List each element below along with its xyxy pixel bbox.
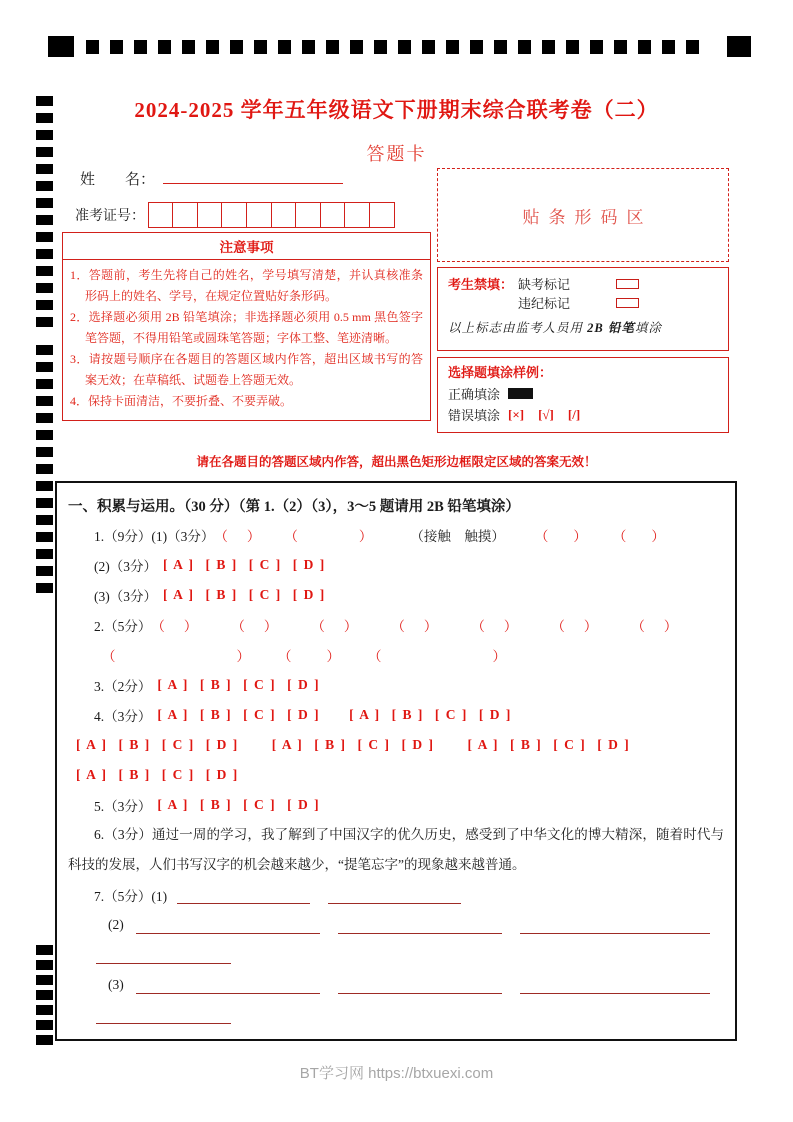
timing-mark: [36, 130, 53, 140]
timing-mark: [36, 447, 53, 457]
answer-blank-line[interactable]: [338, 916, 502, 934]
choice-group: [163, 587, 337, 603]
choice-bubble-b[interactable]: [ B ]: [199, 677, 233, 692]
choice-bubble-d[interactable]: [ D ]: [478, 707, 512, 722]
choice-bubble-a[interactable]: [ A ]: [157, 707, 189, 722]
answer-row: [68, 940, 724, 970]
choice-bubble-c[interactable]: [ C ]: [553, 737, 587, 752]
answer-paren-blank[interactable]: （ ）: [551, 619, 598, 634]
timing-mark: [302, 40, 315, 54]
answer-blank-line[interactable]: [338, 976, 502, 994]
answer-paren-blank[interactable]: （ ）: [284, 529, 373, 544]
answer-row: [68, 520, 724, 550]
choice-bubble-b[interactable]: [ B ]: [118, 737, 151, 752]
timing-mark: [398, 40, 411, 54]
spacer: [502, 985, 520, 986]
timing-mark: [36, 566, 53, 576]
timing-mark: [36, 283, 53, 293]
timing-mark: [36, 232, 53, 242]
spacer: [260, 535, 284, 536]
answer-paren-blank[interactable]: （ ）: [368, 649, 506, 664]
answer-row: [68, 610, 724, 640]
timing-mark: [374, 40, 387, 54]
timing-mark: [36, 249, 53, 259]
answer-paren-blank[interactable]: （ ）: [102, 649, 250, 664]
wrong-mark-check: [√]: [538, 406, 554, 422]
exam-no-boxes: [149, 202, 395, 228]
spacer: [502, 925, 520, 926]
spacer: [437, 625, 471, 626]
choice-bubble-a[interactable]: [ A ]: [76, 737, 108, 752]
choice-bubble-c[interactable]: [ C ]: [243, 677, 277, 692]
answer-text: 7.（5分）(1): [94, 889, 168, 904]
answer-blank-line[interactable]: [328, 886, 461, 904]
timing-mark: [36, 317, 53, 327]
choice-bubble-d[interactable]: [ D ]: [401, 737, 435, 752]
timing-mark: [614, 40, 627, 54]
exam-no-cell[interactable]: [172, 202, 198, 228]
notice-items: [63, 260, 430, 412]
choice-group: [349, 707, 523, 723]
choice-bubble-b[interactable]: [ B ]: [314, 737, 347, 752]
timing-mark: [230, 40, 243, 54]
correct-fill-mark: [508, 388, 533, 399]
notice-item: 4．保持卡面清洁，不要折叠、不要弄破。: [70, 394, 293, 408]
answer-paren-blank[interactable]: （ ）: [534, 529, 587, 544]
choice-group: [76, 767, 250, 783]
exam-no-cell[interactable]: [246, 202, 272, 228]
exam-number-label: 准考证号：: [75, 209, 145, 224]
absent-label: 缺考标记: [518, 277, 571, 292]
name-label: 姓 名：: [80, 172, 156, 188]
spacer: [250, 655, 278, 656]
timing-mark: [36, 164, 53, 174]
answer-blank-line[interactable]: [177, 886, 310, 904]
choice-group: [76, 737, 250, 753]
timing-mark: [36, 1005, 53, 1015]
spacer: [505, 535, 535, 536]
answer-blank-line[interactable]: [520, 976, 710, 994]
correct-label: 正确填涂: [448, 387, 501, 402]
choice-bubble-d[interactable]: [ D ]: [287, 707, 321, 722]
notice-item: 1．答题前，考生先将自己的姓名，学号填写清楚，并认真核准条形码上的姓名、学号，在规定位置贴好条形码。: [70, 268, 423, 303]
timing-mark: [36, 96, 53, 106]
answer-paren-blank[interactable]: （ ）: [151, 619, 198, 634]
choice-bubble-c[interactable]: [ C ]: [434, 707, 468, 722]
timing-mark: [36, 583, 53, 593]
timing-mark: [110, 40, 123, 54]
timing-mark: [350, 40, 363, 54]
spacer: [331, 715, 349, 716]
examiner-note-suffix: 填涂: [634, 321, 662, 335]
examiner-note-prefix: 以上标志由监考人员用: [448, 321, 588, 335]
answer-row: [68, 670, 724, 700]
choice-bubble-a[interactable]: [ A ]: [76, 767, 108, 782]
spacer: [250, 745, 272, 746]
wrong-sample-row: [448, 404, 718, 425]
spacer: [124, 985, 136, 986]
timing-mark: [36, 181, 53, 191]
choice-group: [157, 707, 331, 723]
barcode-label: 贴条形码区: [522, 207, 653, 227]
timing-mark: [86, 40, 99, 54]
spacer: [357, 625, 391, 626]
exam-no-cell[interactable]: [320, 202, 346, 228]
choice-bubble-b[interactable]: [ B ]: [199, 797, 233, 812]
watermark: BT学习网 https://btxuexi.com: [299, 1065, 494, 1082]
timing-mark: [36, 549, 53, 559]
timing-mark: [494, 40, 507, 54]
exam-no-cell[interactable]: [271, 202, 297, 228]
timing-mark: [638, 40, 651, 54]
choice-bubble-d[interactable]: [ D ]: [292, 587, 326, 602]
spacer: [124, 925, 136, 926]
choice-bubble-b[interactable]: [ B ]: [118, 767, 151, 782]
answer-text: 1.（9分）(1)（3分）: [94, 529, 215, 544]
notice-item: 2．选择题必须用 2B 铅笔填涂；非选择题必须用 0.5 mm 黑色签字笔答题，不得用铅笔或圆珠笔答题；字体工整、笔迹清晰。: [70, 310, 423, 345]
timing-mark: [36, 990, 53, 1000]
answer-row: [68, 760, 724, 790]
notice-box: [62, 232, 431, 421]
choice-bubble-c[interactable]: [ C ]: [248, 557, 282, 572]
timing-mark: [36, 532, 53, 542]
timing-mark: [446, 40, 459, 54]
answer-blank-line[interactable]: [96, 946, 231, 964]
answer-row: 6.（3分）通过一周的学习，我了解到了中国汉字的优久历史，感受到了中华文化的博大精深，随着时代与科技的发展，人们书写汉字的机会越来越少，“提笔忘字”的现象越来越普通。: [68, 827, 724, 872]
choice-group: [157, 677, 331, 693]
spacer: [277, 625, 311, 626]
choice-bubble-b[interactable]: [ B ]: [391, 707, 424, 722]
answer-blank-line[interactable]: [136, 916, 320, 934]
violation-label: 违纪标记: [518, 296, 571, 311]
answer-paren-blank[interactable]: （ ）: [631, 619, 678, 634]
timing-mark: [36, 975, 53, 985]
absent-mark-box[interactable]: [616, 279, 639, 289]
answer-row: [68, 580, 724, 610]
answer-paren-blank[interactable]: （ ）: [391, 619, 438, 634]
fill-sample-box: [437, 357, 729, 433]
answer-blank-line[interactable]: [520, 916, 710, 934]
wrong-fill-marks: [508, 407, 594, 423]
timing-mark: [590, 40, 603, 54]
choice-bubble-a[interactable]: [ A ]: [157, 797, 189, 812]
answer-paren-blank[interactable]: （ ）: [278, 649, 340, 664]
choice-group: [272, 737, 446, 753]
examiner-box: [437, 267, 729, 351]
spacer: [597, 625, 631, 626]
timing-mark: [48, 36, 74, 57]
timing-mark: [36, 1035, 53, 1045]
exam-no-cell[interactable]: [197, 202, 223, 228]
choice-bubble-a[interactable]: [ A ]: [163, 587, 195, 602]
timing-mark: [36, 113, 53, 123]
name-row: [80, 168, 343, 189]
choice-bubble-a[interactable]: [ A ]: [163, 557, 195, 572]
answer-text: (2)（3分）: [94, 559, 157, 574]
region-warning: 请在各题目的答题区域内作答，超出黑色矩形边框限定区域的答案无效！: [196, 455, 597, 469]
answer-text: 5.（3分）: [94, 799, 152, 814]
choice-bubble-a[interactable]: [ A ]: [467, 737, 500, 752]
timing-mark: [182, 40, 195, 54]
timing-mark: [727, 36, 751, 57]
timing-mark: [36, 960, 53, 970]
spacer: [320, 985, 338, 986]
choice-bubble-d[interactable]: [ D ]: [287, 677, 321, 692]
choice-bubble-d[interactable]: [ D ]: [205, 737, 239, 752]
examiner-note: [448, 318, 718, 336]
exam-number-row: [75, 202, 395, 228]
timing-mark: [36, 1020, 53, 1030]
violation-flag-row: [448, 293, 718, 312]
answer-box: [55, 481, 737, 1041]
spacer: [320, 925, 338, 926]
spacer: [197, 625, 231, 626]
choice-bubble-a[interactable]: [ A ]: [349, 707, 381, 722]
page-subtitle: 答题卡: [366, 144, 427, 164]
timing-mark: [326, 40, 339, 54]
timing-mark: [36, 498, 53, 508]
answer-text: (3): [108, 977, 124, 992]
answer-row: [68, 550, 724, 580]
choice-bubble-c[interactable]: [ C ]: [161, 767, 195, 782]
timing-mark: [422, 40, 435, 54]
timing-mark: [36, 413, 53, 423]
timing-mark: [36, 515, 53, 525]
choice-bubble-c[interactable]: [ C ]: [161, 737, 195, 752]
answer-row: [68, 490, 724, 520]
timing-mark: [518, 40, 531, 54]
spacer: [446, 745, 468, 746]
choice-bubble-b[interactable]: [ B ]: [199, 707, 233, 722]
timing-mark: [36, 464, 53, 474]
choice-group: [157, 797, 331, 813]
choice-bubble-d[interactable]: [ D ]: [205, 767, 239, 782]
answer-row: [68, 790, 724, 820]
choice-bubble-d[interactable]: [ D ]: [292, 557, 326, 572]
notice-item: 3．请按题号顺序在各题目的答题区域内作答，超出区域书写的答案无效；在草稿纸、试题卷上答题无效。: [70, 352, 423, 387]
choice-bubble-b[interactable]: [ B ]: [205, 587, 238, 602]
wrong-label: 错误填涂: [448, 408, 501, 423]
spacer: [167, 895, 177, 896]
answer-paren-blank[interactable]: （ ）: [612, 529, 665, 544]
answer-paren-blank[interactable]: （ ）: [311, 619, 358, 634]
answer-row: [68, 700, 724, 730]
absent-flag-row: [448, 274, 718, 293]
timing-mark: [206, 40, 219, 54]
wrong-mark-cross: [×]: [508, 406, 525, 422]
timing-mark: [36, 215, 53, 225]
timing-mark: [36, 362, 53, 372]
choice-group: [163, 557, 337, 573]
timing-mark: [36, 198, 53, 208]
answer-text: 2.（5分）: [94, 619, 152, 634]
timing-mark: [134, 40, 147, 54]
violation-mark-box[interactable]: [616, 298, 639, 308]
page-title: 2024-2025 学年五年级语文下册期末综合联考卷（二）: [134, 98, 659, 122]
answer-row: [68, 730, 724, 760]
choice-bubble-b[interactable]: [ B ]: [205, 557, 238, 572]
choice-bubble-a[interactable]: [ A ]: [271, 737, 304, 752]
choice-bubble-d[interactable]: [ D ]: [597, 737, 631, 752]
exam-no-cell[interactable]: [344, 202, 370, 228]
examiner-note-bold: 2B 铅笔: [587, 321, 635, 335]
answer-row: [68, 910, 724, 940]
exam-no-cell[interactable]: [148, 202, 174, 228]
answer-text: 3.（2分）: [94, 679, 152, 694]
sample-title: 选择题填涂样例：: [448, 365, 553, 380]
answer-row: [68, 880, 724, 910]
choice-group: [468, 737, 642, 753]
timing-mark: [686, 40, 699, 54]
timing-mark: [662, 40, 675, 54]
timing-mark: [36, 345, 53, 355]
answer-rows: [68, 490, 724, 1030]
barcode-area: [437, 168, 729, 262]
exam-no-cell[interactable]: [369, 202, 395, 228]
timing-mark: [158, 40, 171, 54]
choice-bubble-c[interactable]: [ C ]: [357, 737, 391, 752]
exam-no-cell[interactable]: [295, 202, 321, 228]
answer-blank-line[interactable]: [96, 1006, 231, 1024]
timing-mark: [36, 430, 53, 440]
timing-mark: [278, 40, 291, 54]
answer-text: 4.（3分）: [94, 709, 152, 724]
examiner-title: 考生禁填：: [448, 277, 514, 292]
answer-paren-blank[interactable]: （ ）: [471, 619, 518, 634]
answer-row: [68, 640, 724, 670]
answer-row: [68, 1000, 724, 1030]
choice-bubble-c[interactable]: [ C ]: [248, 587, 282, 602]
timing-mark: [36, 147, 53, 157]
spacer: [372, 535, 410, 536]
choice-bubble-a[interactable]: [ A ]: [157, 677, 189, 692]
correct-sample-row: [448, 383, 718, 404]
spacer: [310, 895, 328, 896]
choice-bubble-b[interactable]: [ B ]: [510, 737, 543, 752]
timing-mark: [36, 379, 53, 389]
spacer: [340, 655, 368, 656]
timing-mark: [36, 266, 53, 276]
timing-mark: [36, 300, 53, 310]
spacer: [517, 625, 551, 626]
timing-mark: [566, 40, 579, 54]
answer-blank-line[interactable]: [136, 976, 320, 994]
choice-bubble-c[interactable]: [ C ]: [243, 707, 277, 722]
answer-paren-blank[interactable]: （ ）: [231, 619, 278, 634]
answer-text: 一、积累与运用。（30 分）（第 1.（2）（3），3～5 题请用 2B 铅笔填涂）: [68, 498, 520, 515]
timing-mark: [470, 40, 483, 54]
answer-text: （接触 触摸）: [410, 529, 505, 544]
timing-mark: [36, 945, 53, 955]
timing-mark: [36, 481, 53, 491]
timing-mark: [542, 40, 555, 54]
timing-mark: [254, 40, 267, 54]
exam-no-cell[interactable]: [221, 202, 247, 228]
answer-paren-blank[interactable]: （ ）: [214, 529, 261, 544]
notice-title: 注意事项: [63, 233, 430, 260]
answer-row: [68, 970, 724, 1000]
answer-text: (2): [108, 917, 124, 932]
choice-bubble-c[interactable]: [ C ]: [243, 797, 277, 812]
choice-bubble-d[interactable]: [ D ]: [287, 797, 321, 812]
wrong-mark-slash: [/]: [567, 406, 581, 422]
timing-mark: [36, 396, 53, 406]
name-blank[interactable]: [163, 170, 343, 184]
spacer: [587, 535, 613, 536]
answer-text: (3)（3分）: [94, 589, 157, 604]
